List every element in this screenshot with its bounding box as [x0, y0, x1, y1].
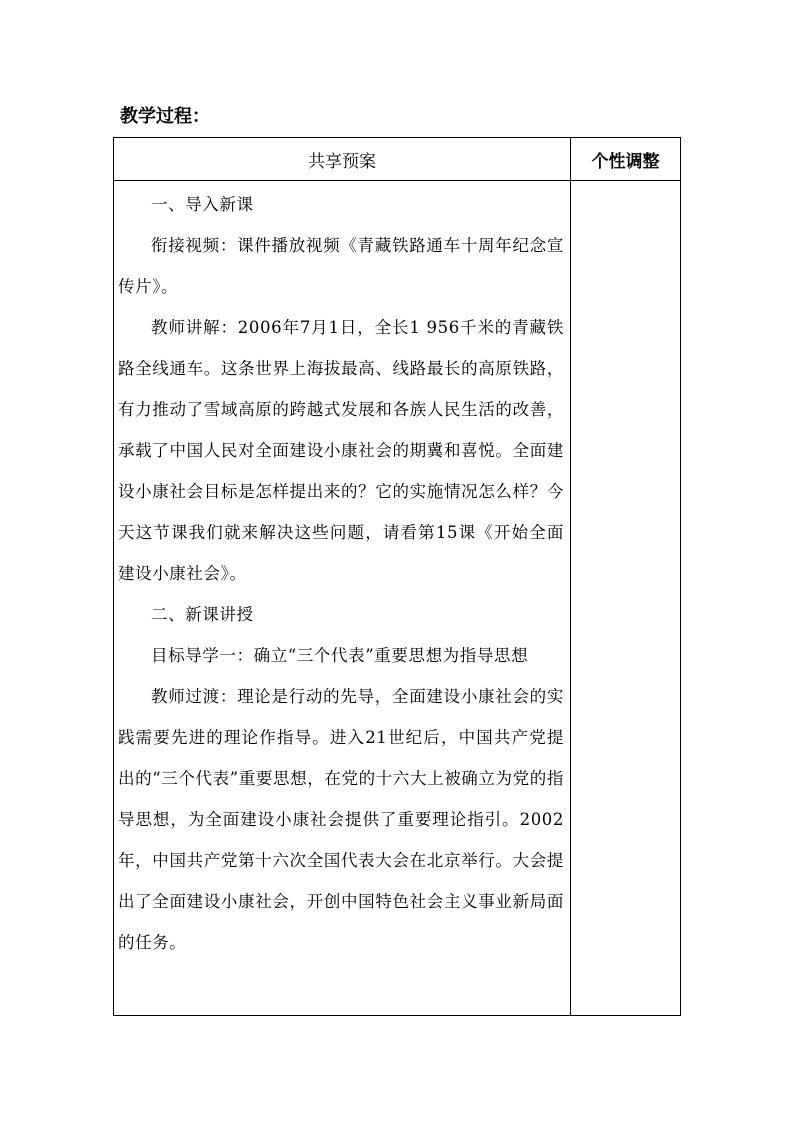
teaching-process-heading: 教学过程： [120, 106, 210, 127]
table-body-row [114, 181, 681, 1016]
shared-plan-header: 共享预案 [114, 138, 571, 181]
personal-adjustment-header: 个性调整 [571, 138, 681, 181]
teacher-explanation-paragraph: 教师讲解：2006年7月1日，全长1 956千米的青藏铁路全线通车。这条世界上海拔最高、线路最长的高原铁路，有力推动了雪域高原的跨越式发展和各族人民生活的改善，承载了中国人民对全面建设小康社会的期冀和喜悦。全面建设小康社会目标是怎样提出来的？它的实施情况怎么样？今天这节课我们就来解决这些问题，请看第15课《开始全面建设小康社会》。 [118, 318, 564, 583]
personal-adjustment-content [571, 181, 681, 1016]
section-heading-new-lesson: 二、新课讲授 [151, 605, 254, 624]
goal-one-paragraph: 目标导学一：确立“三个代表”重要思想为指导思想 [151, 646, 529, 665]
video-link-paragraph: 衔接视频：课件播放视频《青藏铁路通车十周年纪念宣传片》。 [118, 236, 564, 296]
lesson-plan-table [113, 137, 681, 1016]
section-heading-intro: 一、导入新课 [151, 195, 254, 214]
teacher-transition-paragraph: 教师过渡：理论是行动的先导，全面建设小康社会的实践需要先进的理论作指导。进入21世纪后，中国共产党提出的“三个代表”重要思想，在党的十六大上被确立为党的指导思想，为全面建设小康社会提供了重要理论指引。2002年，中国共产党第十六次全国代表大会在北京举行。大会提出了全面建设小康社会，开创中国特色社会主义事业新局面的任务。 [118, 687, 564, 952]
table-header-row [114, 138, 681, 181]
shared-plan-content [114, 181, 571, 1016]
